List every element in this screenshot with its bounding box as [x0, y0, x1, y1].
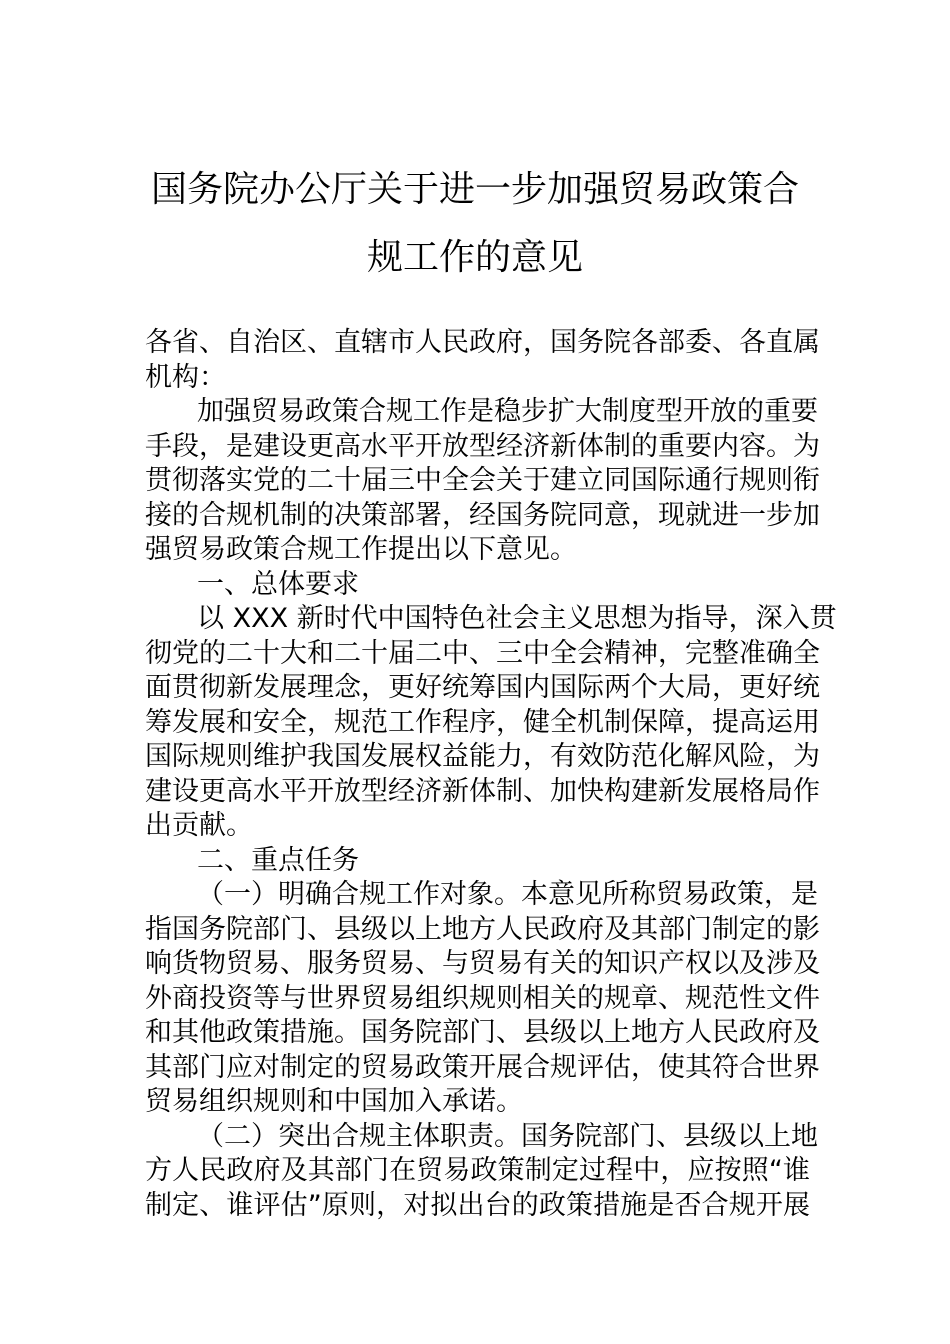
body-text-line: 手段，是建设更高水平开放型经济新体制的重要内容。为	[145, 430, 820, 462]
document-body	[145, 326, 837, 1223]
body-text-line: 建设更高水平开放型经济新体制、加快构建新发展格局作	[145, 775, 820, 807]
body-text-line: 其部门应对制定的贸易政策开展合规评估，使其符合世界	[145, 1051, 820, 1083]
body-text-line: 机构：	[145, 361, 226, 393]
body-text-line: 接的合规机制的决策部署，经国务院同意，现就进一步加	[145, 499, 820, 531]
document-title-line-2: 规工作的意见	[366, 237, 583, 278]
body-text-line: 和其他政策措施。国务院部门、县级以上地方人民政府及	[145, 1017, 820, 1048]
body-text-line: 贸易组织规则和中国加入承诺。	[145, 1086, 523, 1117]
body-text-line: （二）突出合规主体职责。国务院部门、县级以上地	[197, 1120, 818, 1152]
document-title-line-1: 国务院办公厅关于进一步加强贸易政策合	[150, 169, 799, 210]
body-text-line: 一、总体要求	[197, 568, 359, 600]
body-text-line: 制定、谁评估”原则，对拟出台的政策措施是否合规开展	[145, 1189, 810, 1221]
body-text-line: 国际规则维护我国发展权益能力，有效防范化解风险，为	[145, 741, 820, 772]
body-text-line: 指国务院部门、县级以上地方人民政府及其部门制定的影	[145, 913, 820, 945]
body-text-line: 各省、自治区、直辖市人民政府，国务院各部委、各直属	[145, 327, 820, 358]
body-text-line: 二、重点任务	[197, 844, 359, 876]
body-text-line: （一）明确合规工作对象。本意见所称贸易政策，是	[197, 879, 818, 910]
body-text-line: 强贸易政策合规工作提出以下意见。	[145, 534, 577, 565]
body-text-line: 响货物贸易、服务贸易、与贸易有关的知识产权以及涉及	[145, 948, 820, 979]
body-text-line: 面贯彻新发展理念，更好统筹国内国际两个大局，更好统	[145, 672, 820, 703]
body-text-line: 筹发展和安全，规范工作程序，健全机制保障，提高运用	[145, 706, 820, 738]
body-text-line: 出贡献。	[145, 810, 253, 841]
body-text-line: 以 XXX 新时代中国特色社会主义思想为指导，深入贯	[197, 603, 837, 634]
body-text-line: 贯彻落实党的二十届三中全会关于建立同国际通行规则衔	[145, 465, 820, 496]
body-text-line: 加强贸易政策合规工作是稳步扩大制度型开放的重要	[197, 396, 818, 427]
body-text-line: 外商投资等与世界贸易组织规则相关的规章、规范性文件	[145, 982, 820, 1014]
body-text-line: 方人民政府及其部门在贸易政策制定过程中，应按照“谁	[145, 1155, 810, 1186]
body-text-line: 彻党的二十大和二十届二中、三中全会精神，完整准确全	[145, 637, 820, 669]
